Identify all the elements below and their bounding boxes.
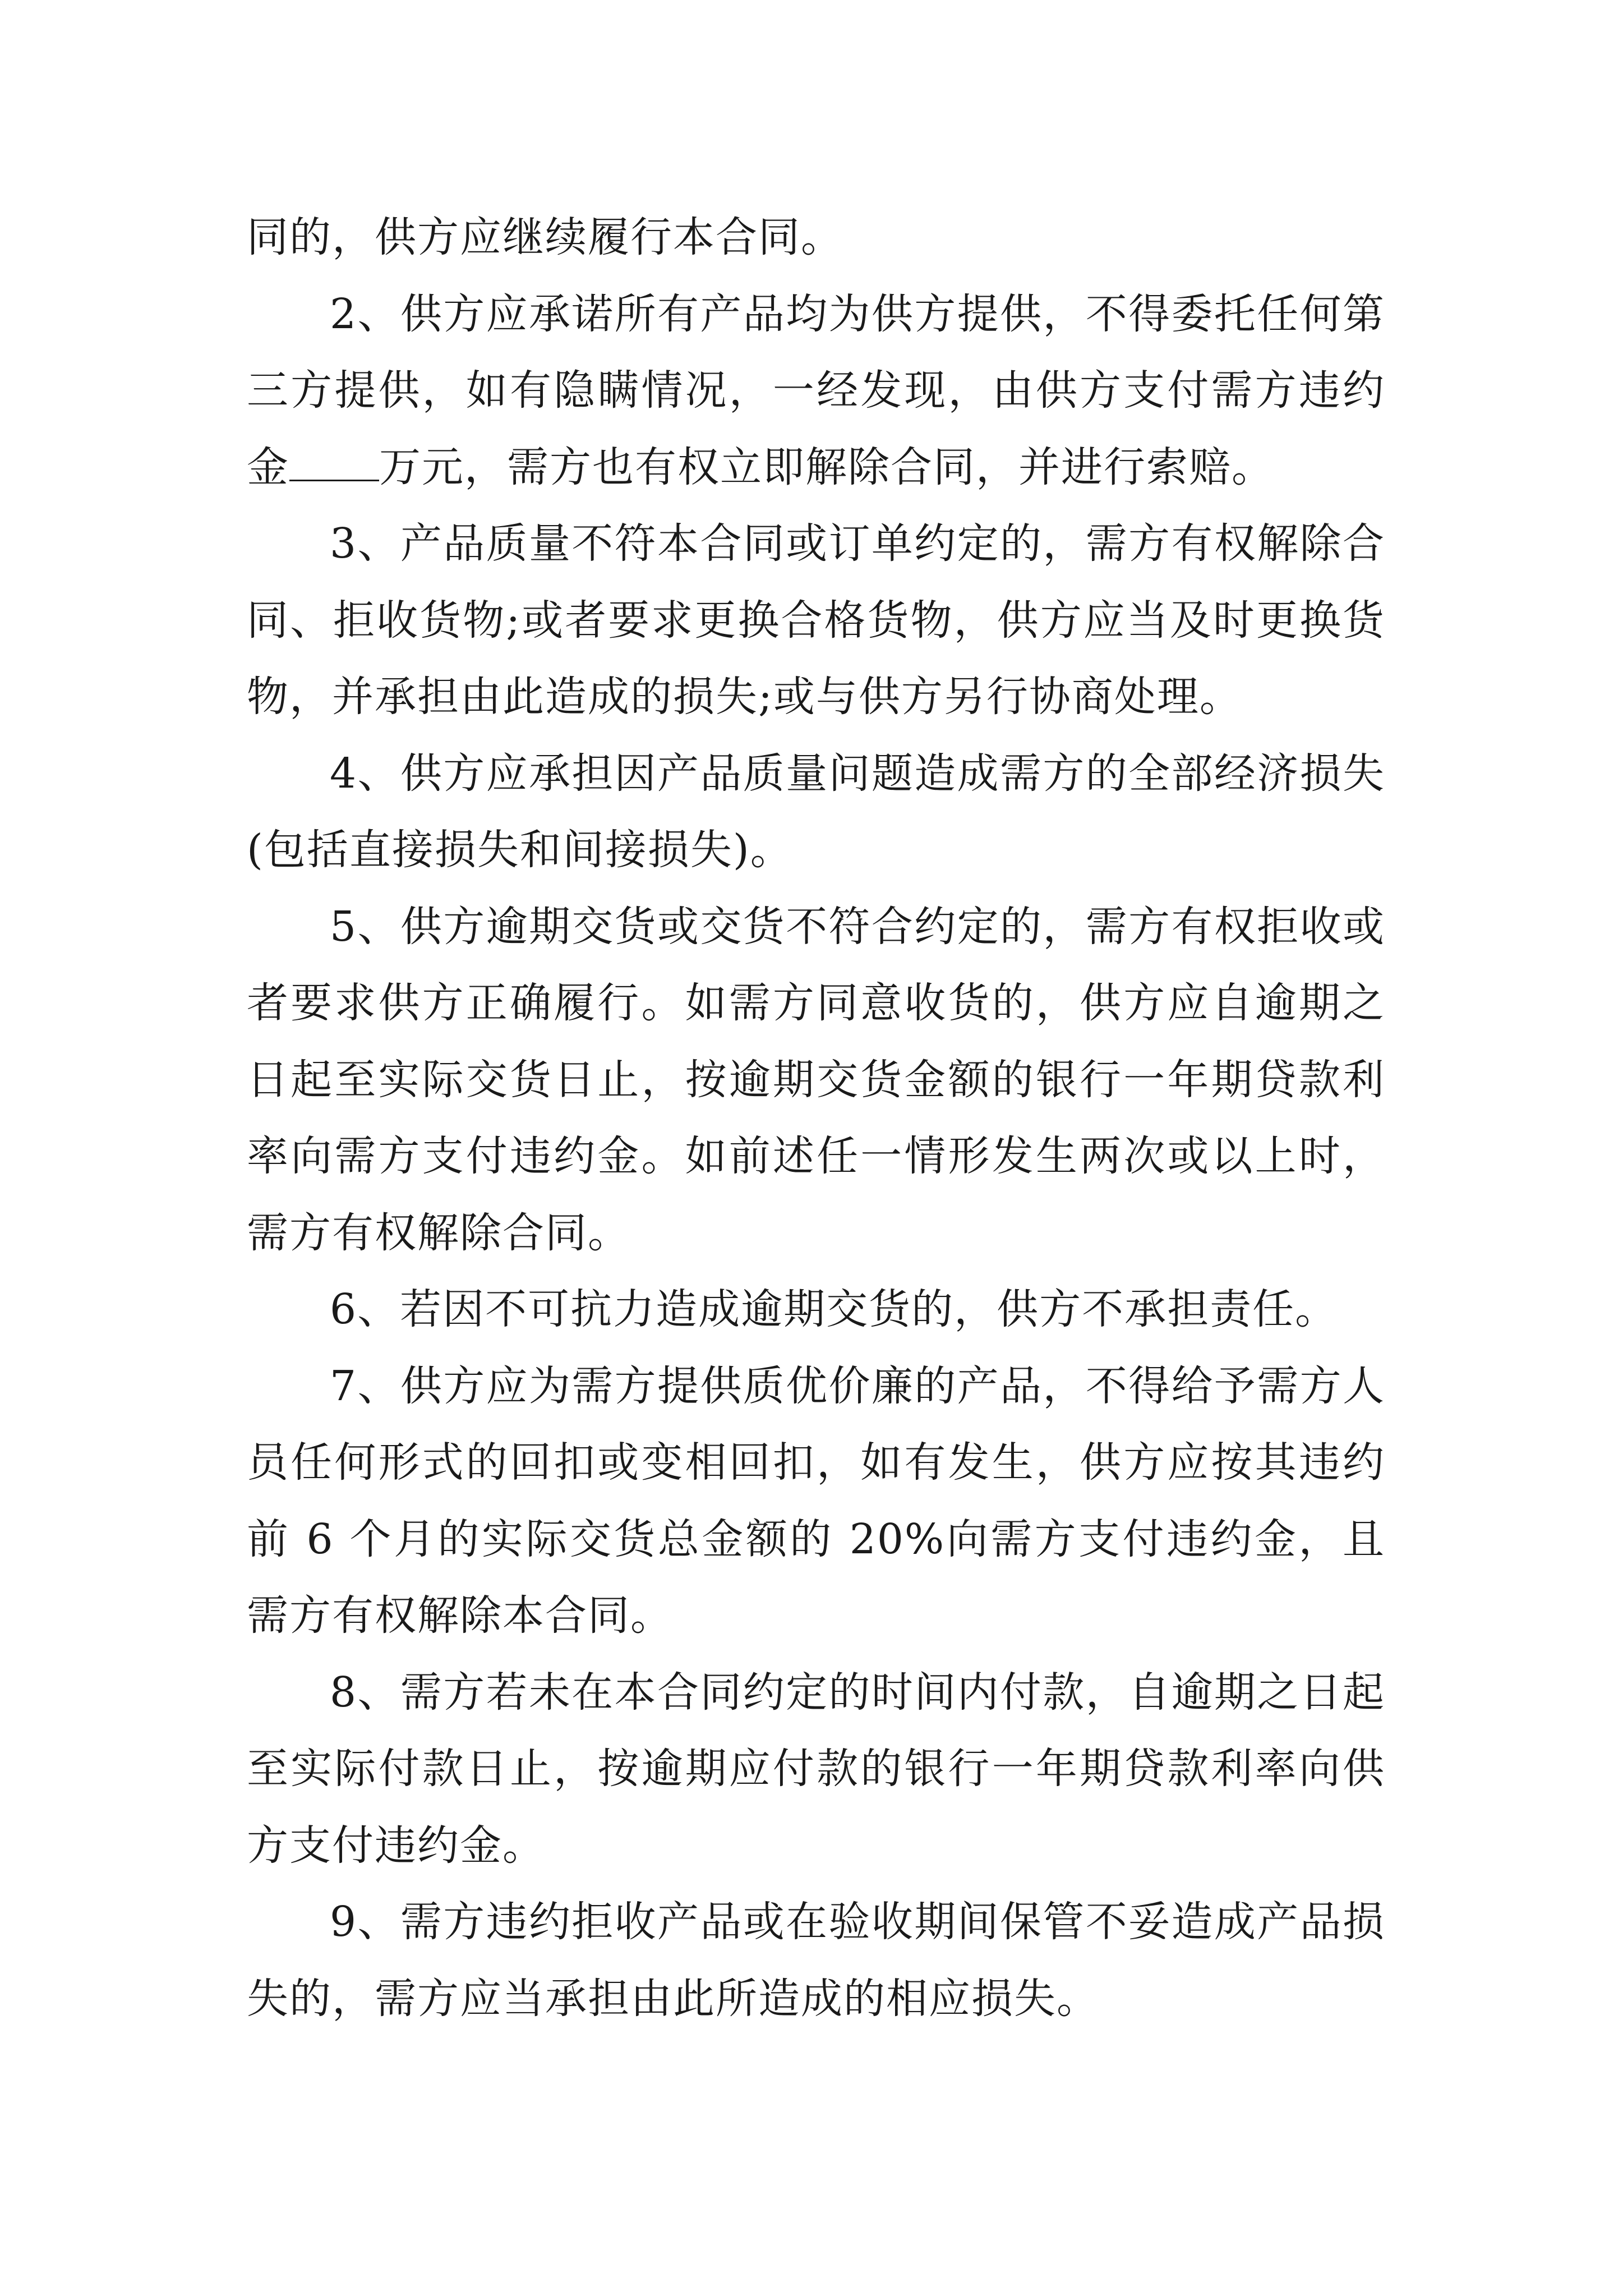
paragraph-clause-2 (247, 276, 1385, 506)
paragraph-continuation: 同的，供方应继续履行本合同。 (247, 213, 843, 261)
paragraph-clause-5: 5、供方逾期交货或交货不符合约定的，需方有权拒收或者要求供方正确履行。如需方同意收货的，供方应自逾期之日起至实际交货日止，按逾期交货金额的银行一年期贷款利率向需方支付违约金。如前述任一情形发生两次或以上时，需方有权解除合同。 (247, 902, 1385, 1257)
paragraph-clause-7: 7、供方应为需方提供质优价廉的产品，不得给予需方人员任何形式的回扣或变相回扣，如有发生，供方应按其违约前 6 个月的实际交货总金额的 20%向需方支付违约金，且需方有权解除本合同。 (247, 1361, 1385, 1640)
contract-body (247, 199, 1385, 2037)
clause-2-text-end: 万元，需方也有权立即解除合同，并进行索赔。 (379, 443, 1274, 491)
clause-2-text-start: 2、供方应承诺所有产品均为供方提供，不得委托任何第三方提供，如有隐瞒情况，一经发现，由供方支付需方违约金 (247, 289, 1385, 491)
paragraph-clause-6: 6、若因不可抗力造成逾期交货的，供方不承担责任。 (330, 1285, 1338, 1333)
paragraph-clause-3: 3、产品质量不符本合同或订单约定的，需方有权解除合同、拒收货物;或者要求更换合格货物，供方应当及时更换货物，并承担由此造成的损失;或与供方另行协商处理。 (247, 519, 1385, 721)
fill-in-blank (289, 440, 379, 481)
paragraph-clause-8: 8、需方若未在本合同约定的时间内付款，自逾期之日起至实际付款日止，按逾期应付款的银行一年期贷款利率向供方支付违约金。 (247, 1668, 1385, 1870)
paragraph-clause-9: 9、需方违约拒收产品或在验收期间保管不妥造成产品损失的，需方应当承担由此所造成的相应损失。 (247, 1898, 1385, 2023)
paragraph-clause-4: 4、供方应承担因产品质量问题造成需方的全部经济损失(包括直接损失和间接损失)。 (247, 749, 1385, 874)
